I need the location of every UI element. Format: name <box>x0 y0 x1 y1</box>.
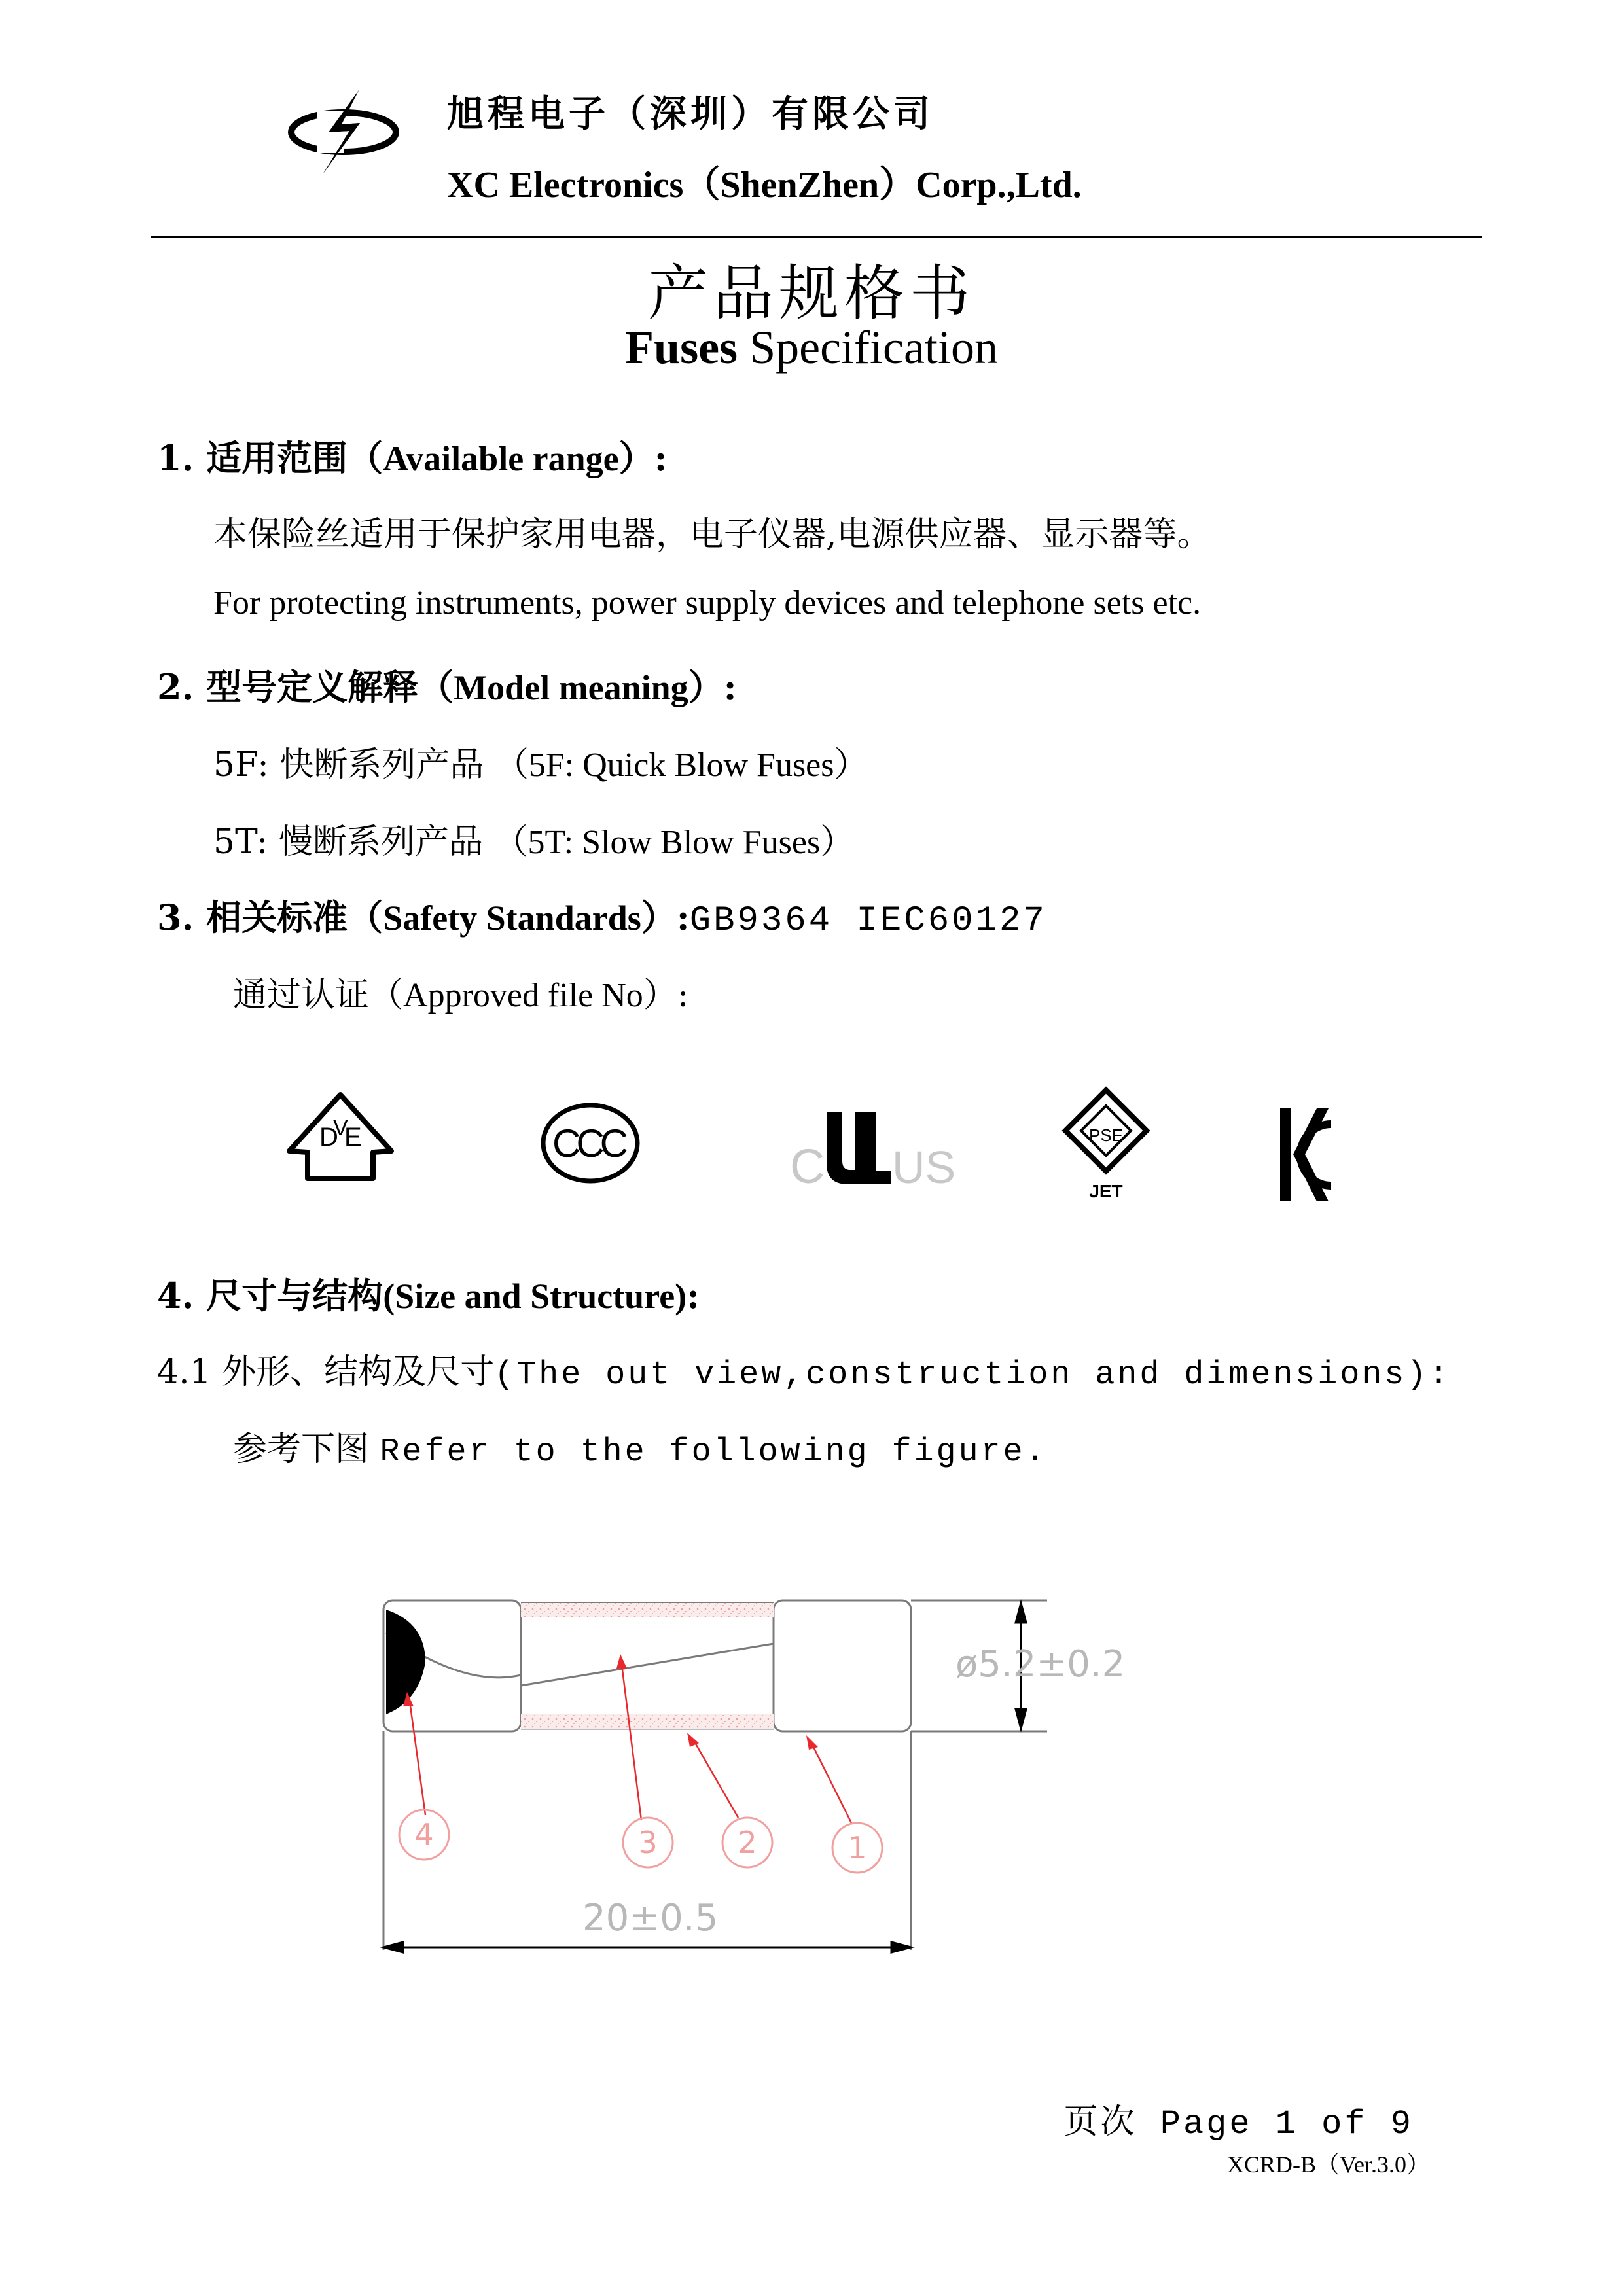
section-3-heading-cn: 3. 相关标准（ <box>157 896 383 938</box>
company-name-cn: 旭程电子（深圳）有限公司 <box>447 92 934 135</box>
vde-text-v: V <box>333 1116 348 1140</box>
kc-mark-icon <box>1276 1106 1335 1204</box>
xc-lightning-logo-icon <box>281 85 406 177</box>
callout-arrowheads <box>403 1654 818 1750</box>
section-1-line-en: For protecting instruments, power supply devices and telephone sets etc. <box>213 584 1202 622</box>
section-4-1-line <box>157 1344 1451 1394</box>
ccc-text: CCC <box>552 1122 628 1165</box>
section-3-heading-en: Safety Standards <box>383 898 641 938</box>
section-1-heading-tail: ）: <box>618 437 668 479</box>
vde-text-d: D <box>319 1123 338 1152</box>
section-2-line-2 <box>213 814 854 863</box>
section-4-1-en: (The out view,construction and dimensions): <box>494 1356 1452 1394</box>
callout-2: 2 <box>738 1825 757 1860</box>
company-name-en: XC Electronics（ShenZhen）Corp.,Ltd. <box>447 165 1082 205</box>
section-3-approved-cn: 通过认证（ <box>233 976 404 1015</box>
section-2-heading-cn: 2. 型号定义解释（ <box>157 666 454 708</box>
section-4-refer-line <box>233 1421 1048 1471</box>
diameter-label: ø5.2±0.2 <box>955 1643 1126 1686</box>
title-cn: 产品规格书 <box>647 258 975 328</box>
header-divider <box>151 236 1482 238</box>
section-3-standards: GB9364 IEC60127 <box>689 901 1047 941</box>
title-en-rest: Specification <box>738 321 998 374</box>
callout-3: 3 <box>638 1825 658 1860</box>
title-en-bold: Fuses <box>625 321 738 374</box>
section-3-heading-tail: ）: <box>641 896 690 938</box>
page-number: 页次 Page 1 of 9 <box>1063 2105 1414 2144</box>
glass-tube-bottom-wall <box>521 1714 774 1729</box>
section-3-heading <box>157 890 1047 941</box>
section-3-approved <box>233 967 688 1016</box>
section-2-heading-tail: ）: <box>688 666 737 708</box>
section-3-approved-en: Approved file No <box>403 977 643 1014</box>
glass-tube-top-wall <box>521 1603 774 1617</box>
length-dimension-line <box>383 1942 911 1952</box>
section-2-line-2-en: 5T: Slow Blow Fuses <box>527 824 821 861</box>
section-2-line-1-cn: 5F: 快断系列产品 （ <box>213 745 529 785</box>
section-1-line-cn: 本保险丝适用于保护家用电器，电子仪器,电源供应器、显示器等。 <box>213 515 1211 554</box>
section-4-heading <box>157 1268 700 1318</box>
section-2-heading-en: Model meaning <box>454 668 688 707</box>
section-4-1-cn: 4.1 外形、结构及尺寸 <box>157 1352 495 1392</box>
pse-mark-icon <box>1060 1086 1152 1204</box>
section-2-line-2-cn: 5T: 慢断系列产品 （ <box>213 822 528 862</box>
section-4-heading-tail: : <box>687 1275 700 1316</box>
section-1-heading-en: Available range <box>383 439 619 478</box>
section-2-heading <box>157 660 737 710</box>
section-4-heading-en: (Size and Structure) <box>383 1277 687 1316</box>
section-2-line-2-tail: ） <box>820 822 855 862</box>
ul-text-c: C <box>790 1139 825 1193</box>
fuse-dimension-drawing <box>366 1583 1152 1976</box>
ccc-mark-icon <box>538 1101 643 1186</box>
pse-sub-text: JET <box>1089 1181 1123 1201</box>
section-2-line-1-en: 5F: Quick Blow Fuses <box>528 747 834 784</box>
callout-leaders <box>410 1665 852 1824</box>
vde-mark-icon <box>281 1089 399 1188</box>
pse-text: PSE <box>1088 1125 1124 1145</box>
ul-text-us: US <box>892 1142 956 1193</box>
vde-text-e: E <box>344 1123 362 1152</box>
section-3-approved-tail: ）: <box>643 976 689 1015</box>
title-en <box>0 321 1623 375</box>
section-2-line-1-tail: ） <box>834 745 868 785</box>
section-4-refer-en: Refer to the following figure. <box>380 1434 1048 1471</box>
section-1-heading-cn: 1. 适用范围（ <box>157 437 383 479</box>
section-1-heading <box>157 431 668 481</box>
ul-recognized-mark-icon <box>782 1106 956 1193</box>
length-label: 20±0.5 <box>582 1897 719 1939</box>
section-2-line-1 <box>213 737 868 786</box>
callout-1: 1 <box>847 1830 867 1865</box>
document-code: XCRD-B（Ver.3.0） <box>1226 2151 1430 2178</box>
section-4-heading-cn: 4. 尺寸与结构 <box>157 1275 383 1316</box>
section-4-refer-cn: 参考下图 <box>233 1430 370 1469</box>
callout-4: 4 <box>414 1817 434 1852</box>
